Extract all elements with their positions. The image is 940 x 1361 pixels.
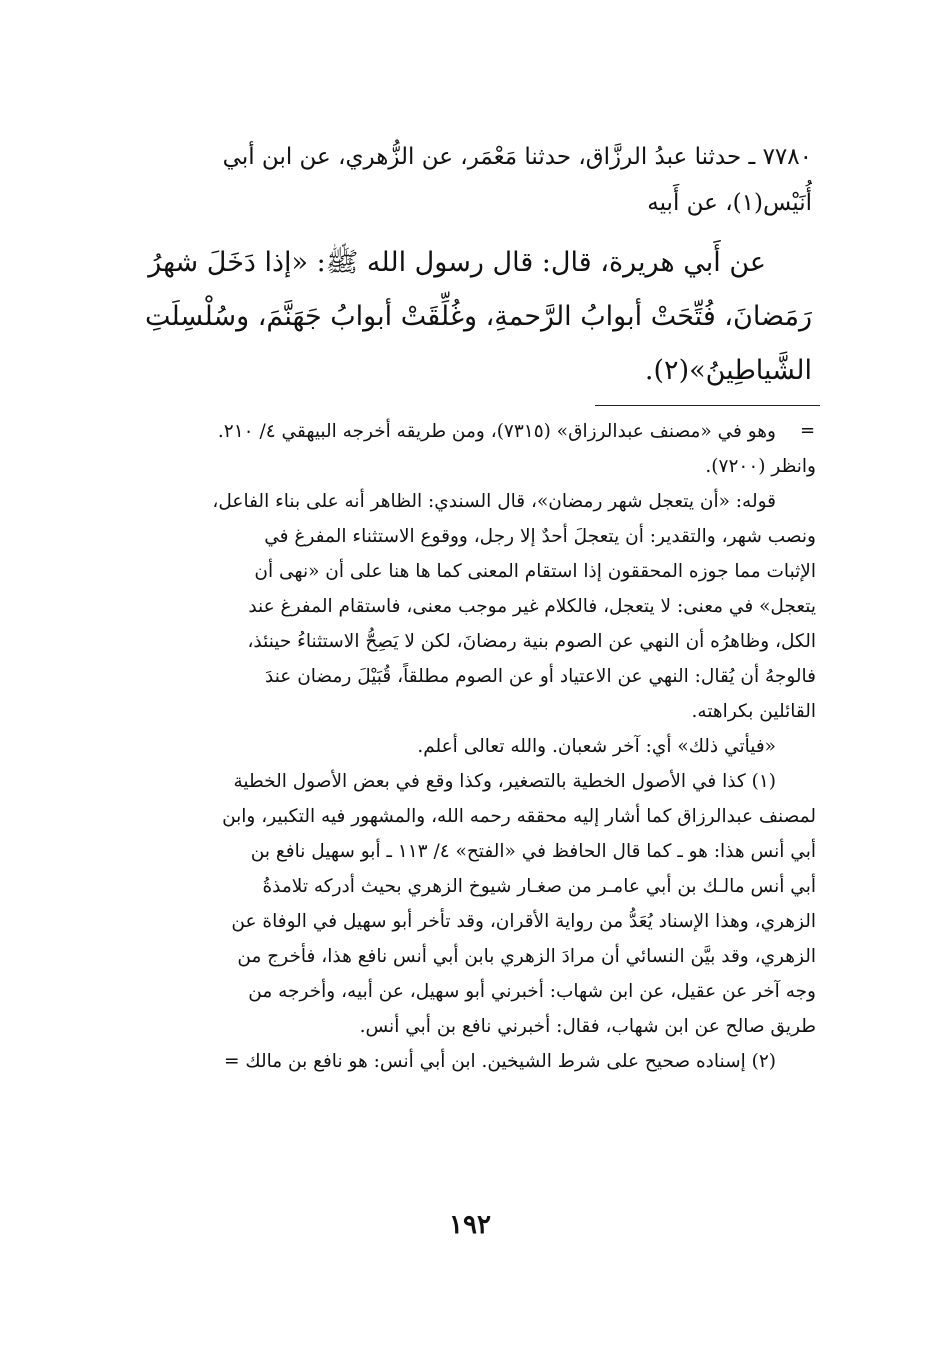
isnad-line-2: أُنَيْس(١)، عن أَبيه <box>647 190 812 216</box>
footnote-2-line: (٢) إسناده صحيح على شرط الشيخين. ابن أبي أنس: هو نافع بن مالك = <box>223 1051 776 1072</box>
footnote-line: الإثبات مما جوزه المحققون إذا استقام المعنى كما ها هنا على أن «نهى أن <box>254 561 816 582</box>
footnote-line: قوله: «أن يتعجل شهر رمضان»، قال السندي: الظاهر أنه على بناء الفاعل، <box>212 491 776 512</box>
footnote-1-line: أبي أنس مالـك بن أبي عامـر من صغـار شيوخ الزهري بحيث أدركه تلامذةُ <box>262 876 816 897</box>
footnote-1-line: (١) كذا في الأصول الخطية بالتصغير، وكذا وقع في بعض الأصول الخطية <box>233 771 776 792</box>
footnote-line: فالوجهُ أن يُقال: النهي عن الاعتياد أو عن الصوم مطلقاً، قُبَيْلَ رمضان عندَ <box>265 666 816 687</box>
footnote-line: وهو في «مصنف عبدالرزاق» (٧٣١٥)، ومن طريقه أخرجه البيهقي ٤/ ٢١٠. <box>217 421 776 442</box>
hadith-isnad <box>100 134 812 226</box>
footnote-1-line: الزهري، وهذا الإسناد يُعَدُّ من رواية الأقران، وقد تأخر أبو سهيل في الوفاة عن <box>231 911 816 932</box>
hadith-matn <box>100 236 812 398</box>
matn-line-1: عن أَبي هريرة، قال: قال رسول الله ﷺ: «إذا دَخَلَ شهرُ <box>148 247 766 278</box>
footnotes <box>94 414 816 1079</box>
footnote-1-line: الزهري، وقد بيَّن النسائي أن مرادَ الزهري بابن أبي أنس نافع هذا، فأخرج من <box>237 946 816 967</box>
matn-line-2: رَمَضانَ، فُتِّحَتْ أبوابُ الرَّحمةِ، وغُلِّقَتْ أبوابُ جَهَنَّمَ، وسُلْسِلَتِ <box>144 301 812 332</box>
page-number: ١٩٢ <box>449 1210 491 1240</box>
footnote-1-line: أبي أنس هذا: هو ـ كما قال الحافظ في «الفتح» ٤/ ١١٣ ـ أبو سهيل نافع بن <box>250 841 816 862</box>
footnote-line: وانظر (٧٢٠٠). <box>705 456 816 477</box>
footnote-line: ونصب شهر، والتقدير: أن يتعجلَ أحدٌ إلا رجل، ووقوع الاستثناء المفرغ في <box>264 526 816 547</box>
footnote-1-line: طريق صالح عن ابن شهاب، فقال: أخبرني نافع بن أبي أنس. <box>359 1016 816 1037</box>
footnote-separator <box>595 405 820 406</box>
footnote-line: القائلين بكراهته. <box>691 701 816 722</box>
footnote-line: «فيأتي ذلك» أي: آخر شعبان. والله تعالى أعلم. <box>417 736 776 757</box>
footnote-line: يتعجل» في معنى: لا يتعجل، فالكلام غير موجب معنى، فاستقام المفرغ عند <box>248 596 816 617</box>
isnad-line-1: ٧٧٨٠ ـ حدثنا عبدُ الرزَّاق، حدثنا مَعْمَر، عن الزُّهري، عن ابن أبي <box>222 144 812 170</box>
footnote-1-line: لمصنف عبدالرزاق كما أشار إليه محققه رحمه الله، والمشهور فيه التكبير، وابن <box>222 806 816 827</box>
footnote-1-line: وجه آخر عن عقيل، عن ابن شهاب: أخبرني أبو سهيل، عن أبيه، وأخرجه من <box>248 981 816 1002</box>
footnote-continuation-mark: = <box>800 420 816 441</box>
matn-line-3: الشَّياطِينُ»(٢). <box>644 355 812 386</box>
footnote-line: الكل، وظاهرُه أن النهي عن الصوم بنية رمضانَ، لكن لا يَصِحُّ الاستثناءُ حينئذ، <box>247 631 816 652</box>
